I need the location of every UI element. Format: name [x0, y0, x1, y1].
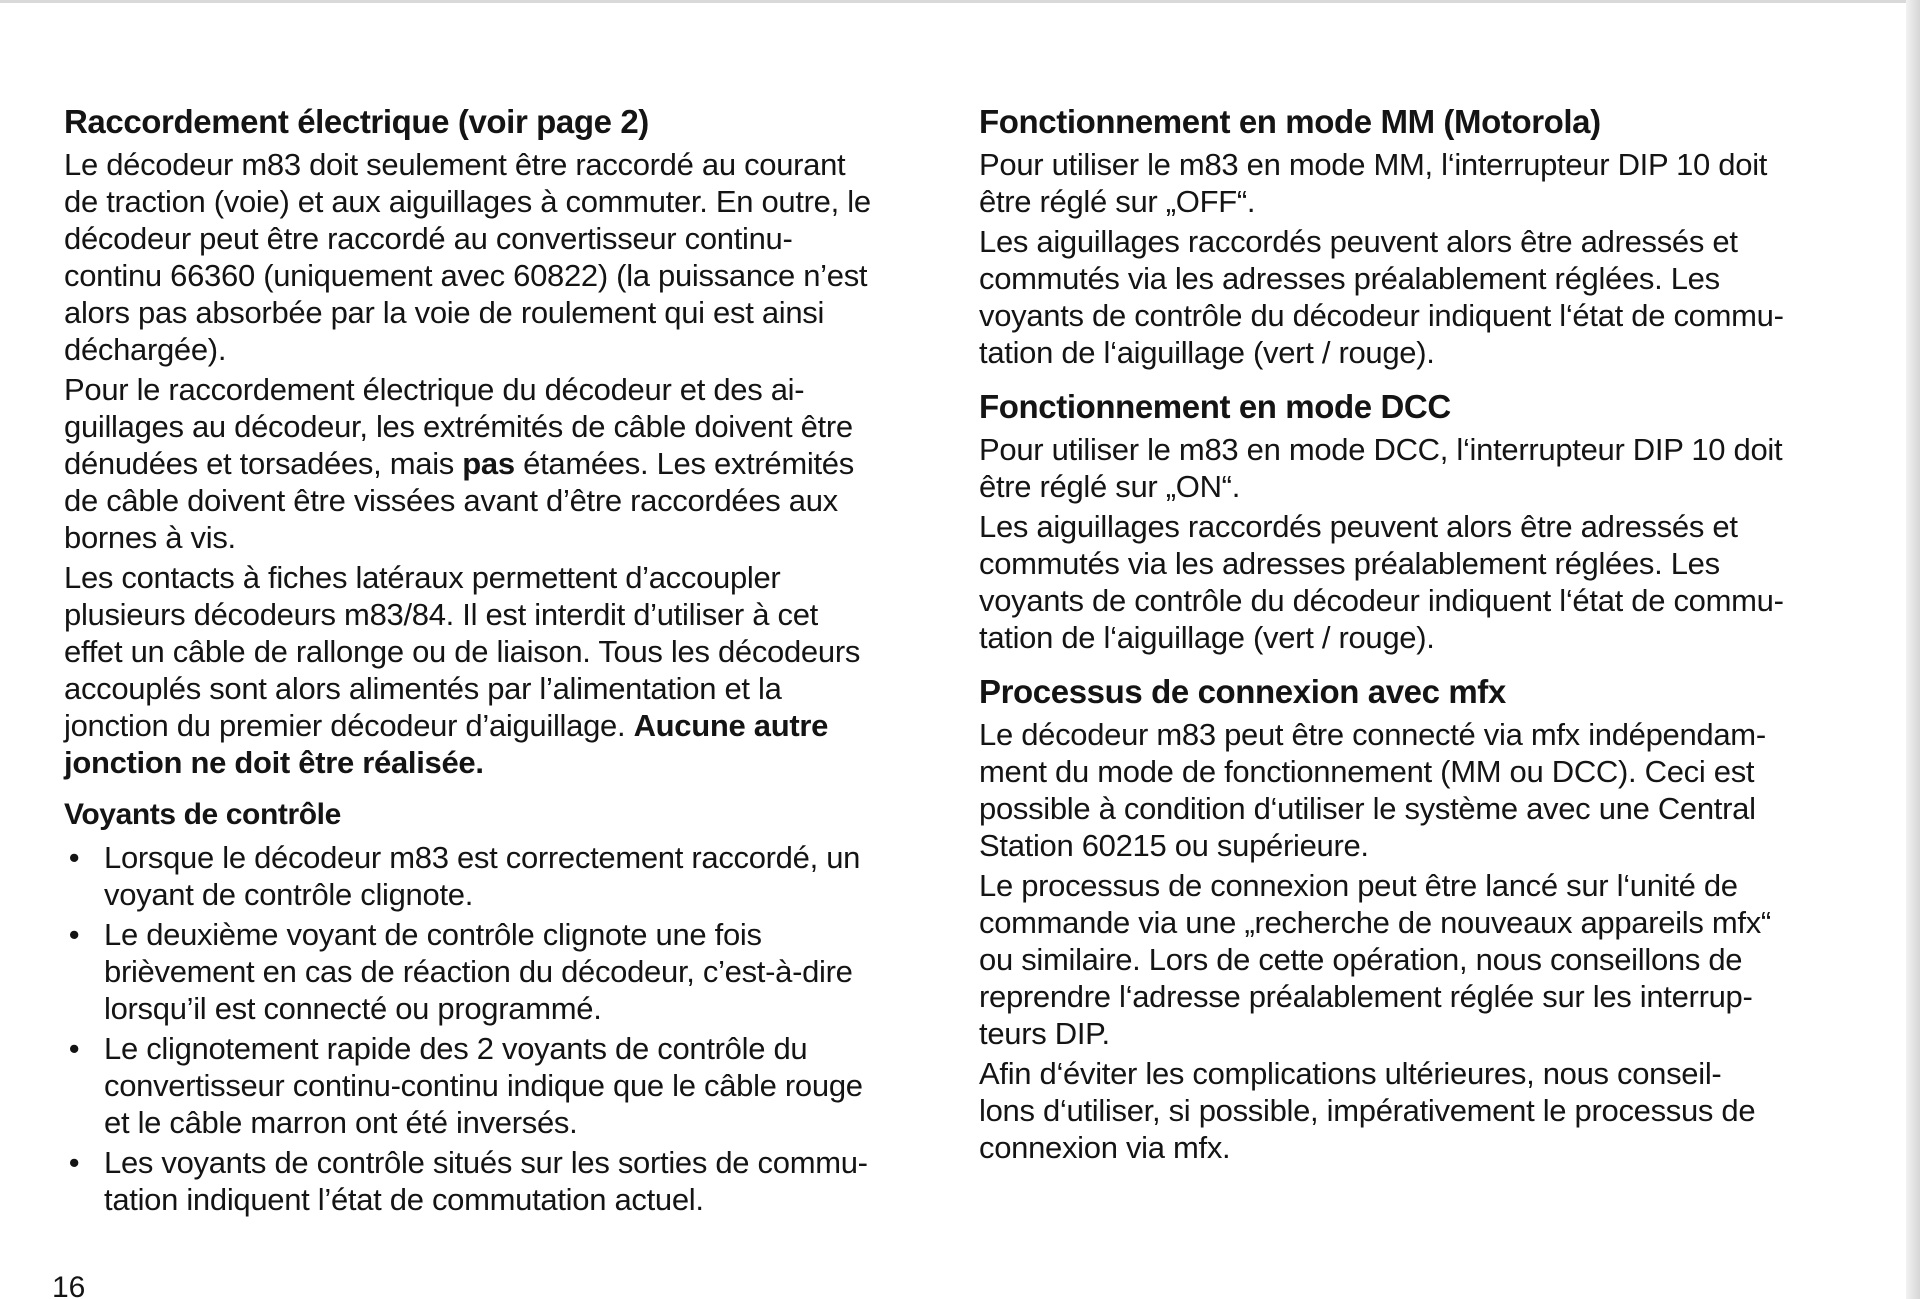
- text-line: effet un câble de rallonge ou de liaison. Tous les décodeurs: [64, 634, 861, 669]
- page-number: 16: [52, 1271, 86, 1299]
- list-item: [64, 839, 904, 913]
- text-run: jonction du premier décodeur d’aiguillage.: [64, 708, 634, 743]
- indicator-lights-list: [64, 839, 904, 1218]
- heading-electrical-connection: Raccordement électrique (voir page 2): [64, 103, 649, 140]
- text-line: alors pas absorbée par la voie de roulement qui est ainsi: [64, 295, 825, 330]
- text-line: Station 60215 ou supérieure.: [979, 828, 1369, 863]
- text-line: [64, 445, 904, 482]
- paragraph-cable-preparation: [64, 371, 904, 556]
- text-line: accouplés sont alors alimentés par l’alimentation et la: [64, 671, 782, 706]
- text-line: et le câble marron ont été inversés.: [104, 1105, 578, 1140]
- text-line: Lorsque le décodeur m83 est correctement raccordé, un: [104, 840, 861, 875]
- text-line: brièvement en cas de réaction du décodeur, c’est-à-dire: [104, 954, 853, 989]
- bullet-icon: •: [68, 1145, 80, 1180]
- text-line: guillages au décodeur, les extrémités de câble doivent être: [64, 409, 853, 444]
- bullet-icon: •: [68, 917, 80, 952]
- text-line: ou similaire. Lors de cette opération, nous conseillons de: [979, 942, 1743, 977]
- text-line: tation de l‘aiguillage (vert / rouge).: [979, 620, 1435, 655]
- right-column: [979, 100, 1839, 1169]
- text-line: convertisseur continu-continu indique que le câble rouge: [104, 1068, 863, 1103]
- paragraph-dcc-addressing: [979, 508, 1839, 656]
- text-line: teurs DIP.: [979, 1016, 1110, 1051]
- bullet-icon: •: [68, 1031, 80, 1066]
- top-border: [0, 0, 1920, 3]
- text-line: Les contacts à fiches latéraux permettent d’accoupler: [64, 560, 781, 595]
- text-line: commutés via les adresses préalablement réglées. Les: [979, 261, 1720, 296]
- text-line: connexion via mfx.: [979, 1130, 1231, 1165]
- text-line: Pour utiliser le m83 en mode MM, l‘interrupteur DIP 10 doit: [979, 147, 1768, 182]
- text-line: voyants de contrôle du décodeur indiquent l‘état de commu-: [979, 298, 1784, 333]
- text-line: commande via une „recherche de nouveaux appareils mfx“: [979, 905, 1771, 940]
- heading-mm-mode: Fonctionnement en mode MM (Motorola): [979, 103, 1601, 140]
- paragraph-mm-dip-setting: [979, 146, 1839, 220]
- text-line: lorsqu’il est connecté ou programmé.: [104, 991, 602, 1026]
- warning-emphasis: Aucune autre: [633, 708, 829, 743]
- text-line: reprendre l‘adresse préalablement réglée sur les interrup-: [979, 979, 1753, 1014]
- page-edge-shadow: [1906, 0, 1920, 1299]
- bullet-icon: •: [68, 840, 80, 875]
- warning-emphasis: jonction ne doit être réalisée.: [64, 745, 484, 780]
- paragraph-mfx-requirements: [979, 716, 1839, 864]
- text-run: étamées. Les extrémités: [514, 446, 854, 481]
- heading-indicator-lights: Voyants de contrôle: [64, 798, 341, 831]
- text-line: voyant de contrôle clignote.: [104, 877, 474, 912]
- heading-mfx-connection: Processus de connexion avec mfx: [979, 673, 1506, 710]
- text-line: [64, 707, 904, 744]
- list-item: [64, 916, 904, 1027]
- text-line: Le deuxième voyant de contrôle clignote une fois: [104, 917, 762, 952]
- text-line: être réglé sur „OFF“.: [979, 184, 1256, 219]
- text-line: Pour utiliser le m83 en mode DCC, l‘interrupteur DIP 10 doit: [979, 432, 1783, 467]
- text-line: Afin d‘éviter les complications ultérieures, nous conseil-: [979, 1056, 1722, 1091]
- text-line: voyants de contrôle du décodeur indiquent l‘état de commu-: [979, 583, 1784, 618]
- paragraph-dcc-dip-setting: [979, 431, 1839, 505]
- text-line: Les voyants de contrôle situés sur les sorties de commu-: [104, 1145, 868, 1180]
- paragraph-coupling: [64, 559, 904, 781]
- text-line: commutés via les adresses préalablement réglées. Les: [979, 546, 1720, 581]
- left-column: [64, 100, 904, 1221]
- paragraph-mfx-recommendation: [979, 1055, 1839, 1166]
- text-line: plusieurs décodeurs m83/84. Il est interdit d’utiliser à cet: [64, 597, 818, 632]
- heading-dcc-mode: Fonctionnement en mode DCC: [979, 388, 1451, 425]
- list-item: [64, 1030, 904, 1141]
- text-run: dénudées et torsadées, mais: [64, 446, 463, 481]
- text-line: bornes à vis.: [64, 520, 236, 555]
- text-line: de câble doivent être vissées avant d’être raccordées aux: [64, 483, 838, 518]
- text-line: de traction (voie) et aux aiguillages à commuter. En outre, le: [64, 184, 871, 219]
- text-line: décodeur peut être raccordé au convertisseur continu-: [64, 221, 793, 256]
- text-line: Le décodeur m83 peut être connecté via mfx indépendam-: [979, 717, 1766, 752]
- text-line: Les aiguillages raccordés peuvent alors être adressés et: [979, 224, 1738, 259]
- paragraph-mfx-process: [979, 867, 1839, 1052]
- text-line: Pour le raccordement électrique du décodeur et des ai-: [64, 372, 805, 407]
- text-line: ment du mode de fonctionnement (MM ou DCC). Ceci est: [979, 754, 1755, 789]
- text-line: continu 66360 (uniquement avec 60822) (la puissance n’est: [64, 258, 868, 293]
- paragraph-connection-intro: [64, 146, 904, 368]
- text-line: Le processus de connexion peut être lancé sur l‘unité de: [979, 868, 1738, 903]
- text-line: déchargée).: [64, 332, 227, 367]
- list-item: [64, 1144, 904, 1218]
- text-line: lons d‘utiliser, si possible, impérativement le processus de: [979, 1093, 1756, 1128]
- text-line: Le décodeur m83 doit seulement être raccordé au courant: [64, 147, 846, 182]
- text-line: Le clignotement rapide des 2 voyants de contrôle du: [104, 1031, 808, 1066]
- text-line: Les aiguillages raccordés peuvent alors être adressés et: [979, 509, 1738, 544]
- emphasis-pas: pas: [462, 446, 515, 481]
- text-line: être réglé sur „ON“.: [979, 469, 1241, 504]
- paragraph-mm-addressing: [979, 223, 1839, 371]
- text-line: tation indiquent l’état de commutation actuel.: [104, 1182, 704, 1217]
- text-line: tation de l‘aiguillage (vert / rouge).: [979, 335, 1435, 370]
- text-line: possible à condition d‘utiliser le système avec une Central: [979, 791, 1756, 826]
